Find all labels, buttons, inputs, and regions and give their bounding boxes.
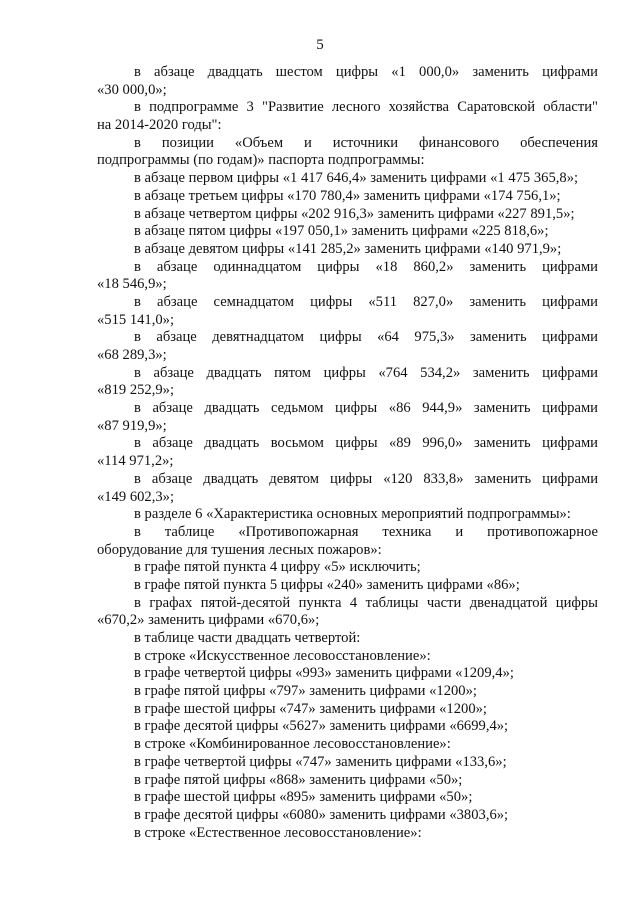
paragraph-line: в графе пятой цифры «797» заменить цифрами «1200»; bbox=[134, 683, 477, 700]
paragraph bbox=[97, 736, 598, 754]
paragraph bbox=[97, 772, 598, 790]
paragraph bbox=[97, 400, 598, 435]
paragraph bbox=[97, 807, 598, 825]
paragraph-line: «68 289,3»; bbox=[97, 347, 167, 363]
paragraph bbox=[97, 506, 598, 524]
paragraph-line: в разделе 6 «Характеристика основных мероприятий подпрограммы»: bbox=[134, 506, 571, 523]
paragraph-line: в графе шестой цифры «895» заменить цифрами «50»; bbox=[134, 789, 473, 806]
paragraph-line: «819 252,9»; bbox=[97, 382, 175, 399]
paragraph bbox=[97, 206, 598, 224]
paragraph bbox=[97, 559, 598, 577]
paragraph bbox=[97, 259, 598, 294]
paragraph bbox=[97, 294, 598, 329]
paragraph-line: в абзаце первом цифры «1 417 646,4» заменить цифрами «1 475 365,8»; bbox=[134, 170, 579, 187]
paragraph-line: в абзаце двадцать пятом цифры «764 534,2» заменить цифрами bbox=[134, 364, 598, 381]
paragraph bbox=[97, 577, 598, 595]
paragraph-line: на 2014-2020 годы": bbox=[97, 117, 222, 134]
paragraph-line: «30 000,0»; bbox=[97, 81, 167, 98]
paragraph bbox=[97, 630, 598, 648]
paragraph-line: в таблице части двадцать четвертой: bbox=[134, 630, 361, 646]
paragraph-line: в графе пятой пункта 5 цифры «240» заменить цифрами «86»; bbox=[134, 576, 520, 593]
paragraph bbox=[97, 170, 598, 188]
paragraph bbox=[97, 99, 598, 134]
paragraph-line: в позиции «Объем и источники финансового обеспечения bbox=[134, 134, 598, 151]
paragraph-line: в графе пятой пункта 4 цифру «5» исключить; bbox=[134, 559, 421, 576]
paragraph-line: в графе десятой цифры «5627» заменить цифрами «6699,4»; bbox=[134, 718, 509, 735]
paragraph bbox=[97, 595, 598, 630]
paragraph-line: подпрограммы (по годам)» паспорта подпрограммы: bbox=[97, 152, 425, 169]
paragraph-line: в строке «Естественное лесовосстановление»: bbox=[134, 824, 422, 841]
paragraph-line: «670,2» заменить цифрами «670,6»; bbox=[97, 612, 320, 629]
paragraph-line: в подпрограмме 3 "Развитие лесного хозяйства Саратовской области" bbox=[134, 99, 598, 116]
paragraph bbox=[97, 789, 598, 807]
paragraph-line: в абзаце пятом цифры «197 050,1» заменить цифрами «225 818,6»; bbox=[134, 223, 549, 240]
paragraph-line: «515 141,0»; bbox=[97, 311, 175, 328]
paragraph-line: в абзаце двадцать седьмом цифры «86 944,9» заменить цифрами bbox=[134, 400, 598, 417]
paragraph-line: в графе десятой цифры «6080» заменить цифрами «3803,6»; bbox=[134, 806, 509, 823]
paragraph-line: в графах пятой-десятой пункта 4 таблицы части двенадцатой цифры bbox=[134, 594, 598, 611]
paragraph-line: в абзаце двадцать шестом цифры «1 000,0» заменить цифрами bbox=[134, 64, 598, 80]
paragraph bbox=[97, 64, 598, 99]
paragraph-line: в графе пятой цифры «868» заменить цифрами «50»; bbox=[134, 771, 463, 788]
paragraph bbox=[97, 135, 598, 170]
paragraph-line: в абзаце третьем цифры «170 780,4» заменить цифрами «174 756,1»; bbox=[134, 187, 561, 204]
paragraph-line: в графе четвертой цифры «993» заменить цифрами «1209,4»; bbox=[134, 665, 514, 682]
paragraph-line: в строке «Искусственное лесовосстановление»: bbox=[134, 647, 431, 664]
paragraph-line: «149 602,3»; bbox=[97, 488, 175, 505]
paragraph-line: в абзаце девятнадцатом цифры «64 975,3» заменить цифрами bbox=[134, 329, 598, 346]
paragraph-line: в графе четвертой цифры «747» заменить цифрами «133,6»; bbox=[134, 753, 507, 770]
paragraph bbox=[97, 435, 598, 470]
paragraph-line: оборудование для тушения лесных пожаров»: bbox=[97, 541, 382, 558]
paragraph bbox=[97, 365, 598, 400]
paragraph bbox=[97, 329, 598, 364]
paragraph bbox=[97, 223, 598, 241]
paragraph-line: в абзаце девятом цифры «141 285,2» заменить цифрами «140 971,9»; bbox=[134, 240, 562, 257]
paragraph-line: «18 546,9»; bbox=[97, 276, 167, 293]
paragraph bbox=[97, 718, 598, 736]
paragraph bbox=[97, 754, 598, 772]
paragraph-line: в абзаце четвертом цифры «202 916,3» заменить цифрами «227 891,5»; bbox=[134, 205, 575, 222]
paragraph bbox=[97, 701, 598, 719]
paragraph-line: «114 971,2»; bbox=[97, 453, 174, 470]
paragraph-line: в абзаце двадцать восьмом цифры «89 996,0» заменить цифрами bbox=[134, 435, 598, 452]
paragraph bbox=[97, 241, 598, 259]
paragraph bbox=[97, 648, 598, 666]
document-body bbox=[97, 64, 598, 842]
paragraph bbox=[97, 683, 598, 701]
paragraph bbox=[97, 471, 598, 506]
paragraph-line: в таблице «Противопожарная техника и противопожарное bbox=[134, 523, 598, 540]
page-number: 5 bbox=[316, 37, 324, 53]
paragraph-line: в абзаце семнадцатом цифры «511 827,0» заменить цифрами bbox=[134, 293, 598, 310]
paragraph bbox=[97, 665, 598, 683]
paragraph-line: в графе шестой цифры «747» заменить цифрами «1200»; bbox=[134, 700, 487, 717]
paragraph-line: в абзаце двадцать девятом цифры «120 833,8» заменить цифрами bbox=[134, 470, 598, 487]
paragraph bbox=[97, 825, 598, 843]
paragraph bbox=[97, 188, 598, 206]
paragraph-line: в абзаце одиннадцатом цифры «18 860,2» заменить цифрами bbox=[134, 258, 598, 275]
paragraph-line: в строке «Комбинированное лесовосстановление»: bbox=[134, 736, 451, 753]
paragraph-line: «87 919,9»; bbox=[97, 417, 167, 434]
paragraph bbox=[97, 524, 598, 559]
